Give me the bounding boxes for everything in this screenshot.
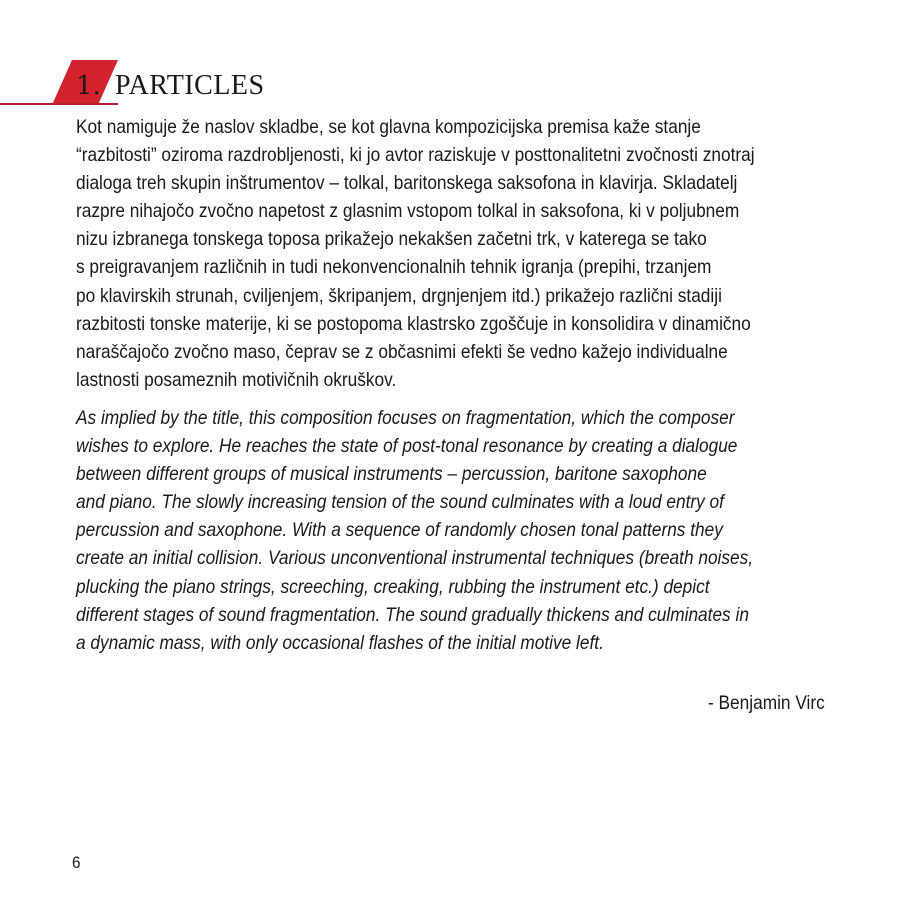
author-credit: - Benjamin Virc bbox=[708, 693, 825, 714]
paragraph-line: between different groups of musical instruments – percussion, baritone saxophone bbox=[76, 464, 707, 486]
paragraph-line: po klavirskih strunah, cviljenjem, škripanjem, drgnjenjem itd.) prikažejo različni stadiji bbox=[76, 285, 722, 307]
paragraph-line: As implied by the title, this composition focuses on fragmentation, which the composer bbox=[76, 408, 735, 429]
paragraph-line: create an initial collision. Various unconventional instrumental techniques (breath noises, bbox=[76, 548, 754, 570]
paragraph-line: s preigravanjem različnih in tudi nekonvencionalnih tehnik igranja (prepihi, trzanjem bbox=[76, 257, 712, 279]
english-paragraph bbox=[76, 405, 760, 658]
paragraph-line: lastnosti posameznih motivičnih okruškov. bbox=[76, 369, 397, 391]
paragraph-line: naraščajočo zvočno maso, čeprav se z občasnimi efekti še vedno kažejo individualne bbox=[76, 341, 728, 363]
heading-underline-rule bbox=[0, 103, 118, 105]
section-number: 1. bbox=[76, 71, 101, 101]
paragraph-line: razpre nihajočo zvočno napetost z glasnim vstopom tolkal in saksofona, ki v poljubnem bbox=[76, 201, 740, 223]
paragraph-line: wishes to explore. He reaches the state of post-tonal resonance by creating a dialogue bbox=[76, 436, 738, 458]
paragraph-line: plucking the piano strings, screeching, creaking, rubbing the instrument etc.) depict bbox=[76, 576, 710, 598]
section-title: PARTICLES bbox=[115, 70, 265, 101]
paragraph-line: nizu izbranega tonskega toposa prikažejo nekakšen začetni trk, v katerega se tako bbox=[76, 229, 707, 251]
paragraph-line: and piano. The slowly increasing tension of the sound culminates with a loud entry of bbox=[76, 492, 724, 514]
paragraph-line: percussion and saxophone. With a sequence of randomly chosen tonal patterns they bbox=[76, 520, 723, 542]
paragraph-line: dialoga treh skupin inštrumentov – tolkal, baritonskega saksofona in klavirja. Skladatelj bbox=[76, 173, 738, 195]
paragraph-line: “razbitosti” oziroma razdrobljenosti, ki jo avtor raziskuje v posttonalitetni zvočnosti znotraj bbox=[76, 145, 755, 167]
paragraph-line: a dynamic mass, with only occasional flashes of the initial motive left. bbox=[76, 632, 604, 654]
paragraph-line: razbitosti tonske materije, ki se postopoma klastrsko zgoščuje in konsolidira v dinamično bbox=[76, 313, 751, 335]
slovene-paragraph bbox=[76, 114, 760, 395]
paragraph-line: Kot namiguje že naslov skladbe, se kot glavna kompozicijska premisa kaže stanje bbox=[76, 117, 701, 138]
page-number: 6 bbox=[72, 853, 81, 872]
paragraph-line: different stages of sound fragmentation. The sound gradually thickens and culminates in bbox=[76, 604, 749, 626]
